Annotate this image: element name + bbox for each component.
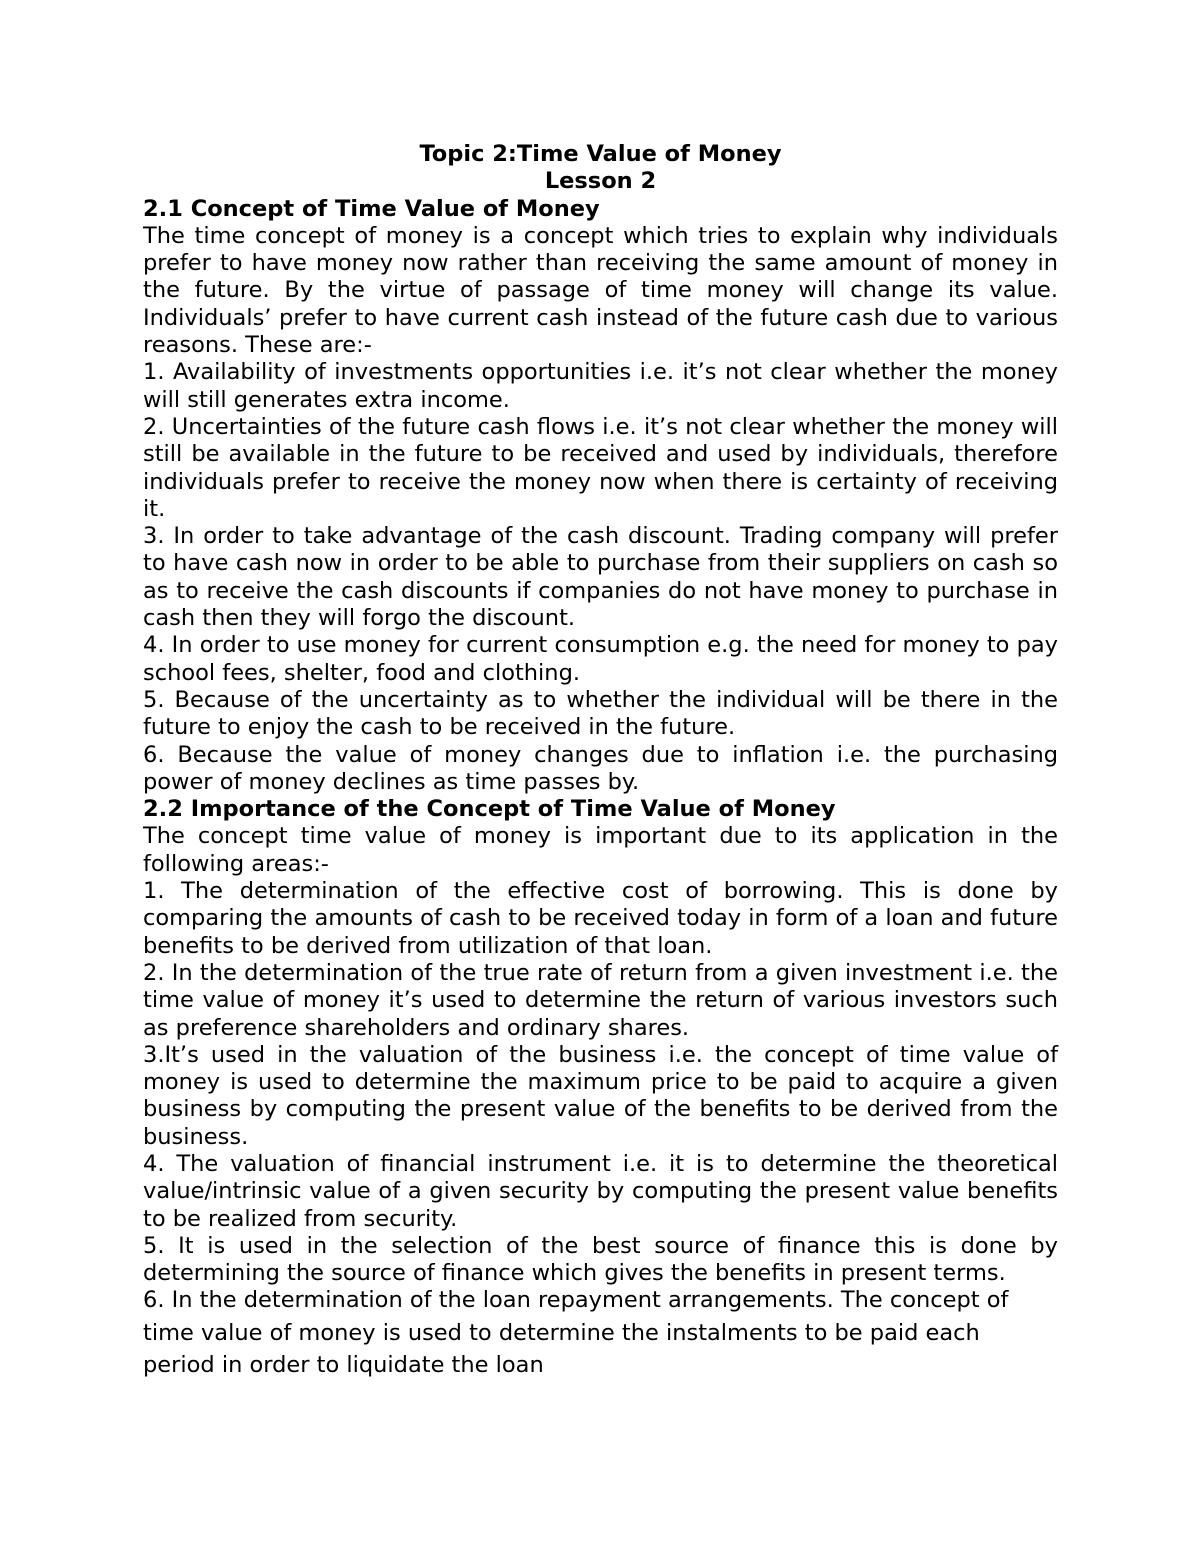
list-item: 5. It is used in the selection of the best source of finance this is done by determining the source of finance which gives the benefits in present terms.	[143, 1232, 1058, 1287]
section-heading-importance: 2.2 Importance of the Concept of Time Value of Money	[143, 796, 836, 823]
list-item: 6. Because the value of money changes due to inflation i.e. the purchasing power of money declines as time passes by.	[143, 741, 1058, 795]
list-item: 3.It’s used in the valuation of the business i.e. the concept of time value of money is used to determine the maximum price to be paid to acquire a given business by computing the present value of the benefits to be derived from the business.	[143, 1041, 1058, 1150]
list-item: 1. Availability of investments opportunities i.e. it’s not clear whether the money will still generates extra income.	[143, 359, 1058, 413]
section-intro-paragraph: The time concept of money is a concept which tries to explain why individuals prefer to have money now rather than receiving the same amount of money in the future. By the virtue of passage of time money will change its value. Individuals’ prefer to have current cash instead of the future cash due to various reasons. These are:-	[143, 222, 1058, 359]
list-item: 5. Because of the uncertainty as to whether the individual will be there in the future to enjoy the cash to be received in the future.	[143, 686, 1058, 741]
list-item: 1. The determination of the effective cost of borrowing. This is done by comparing the amounts of cash to be received today in form of a loan and future benefits to be derived from utilization of that loan.	[143, 878, 1058, 959]
list-item: 4. In order to use money for current consumption e.g. the need for money to pay school fees, shelter, food and clothing.	[143, 632, 1058, 686]
lesson-label: Lesson 2	[544, 168, 657, 195]
document-page	[143, 141, 1058, 1381]
document-title: Topic 2:Time Value of Money	[419, 141, 782, 167]
list-item: 3. In order to take advantage of the cash discount. Trading company will prefer to have cash now in order to be able to purchase from their suppliers on cash so as to receive the cash discounts if companies do not have money to purchase in cash then they will forgo the discount.	[143, 523, 1058, 632]
list-item: 2. In the determination of the true rate of return from a given investment i.e. the time value of money it’s used to determine the return of various investors such as preference shareholders and ordinary shares.	[143, 959, 1058, 1041]
section-heading-concept: 2.1 Concept of Time Value of Money	[143, 195, 600, 222]
list-item-line: 6. In the determination of the loan repayment arrangements. The concept of	[143, 1287, 1009, 1314]
list-item: 4. The valuation of financial instrument i.e. it is to determine the theoretical value/intrinsic value of a given security by computing the present value benefits to be realized from security.	[143, 1150, 1058, 1232]
list-item-continuation: time value of money is used to determine the instalments to be paid each period in order to liquidate the loan	[143, 1319, 980, 1378]
section-intro-paragraph: The concept time value of money is important due to its application in the following areas:-	[143, 823, 1058, 877]
list-item: 2. Uncertainties of the future cash flows i.e. it’s not clear whether the money will still be available in the future to be received and used by individuals, therefore individuals prefer to receive the money now when there is certainty of receiving it.	[143, 413, 1058, 522]
